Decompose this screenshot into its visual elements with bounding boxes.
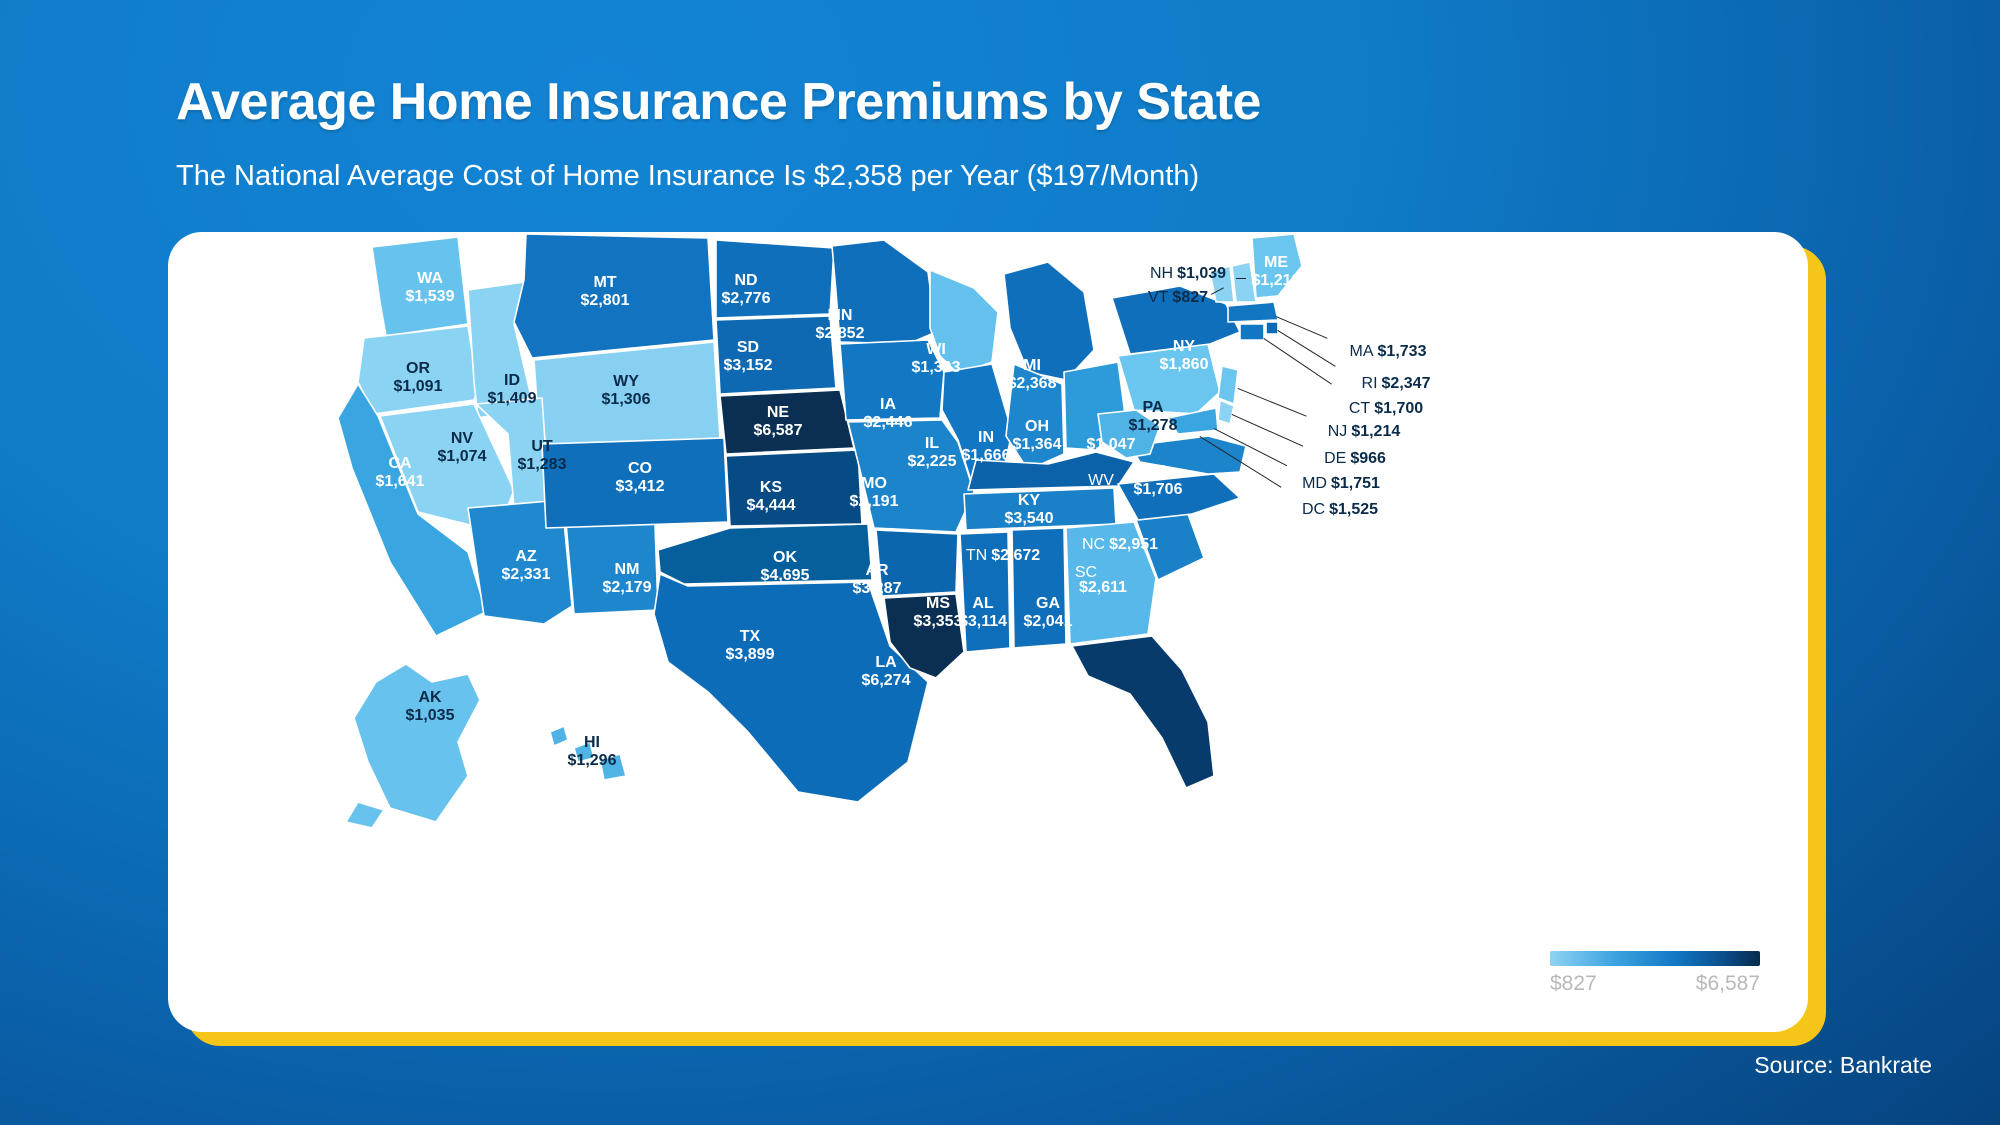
legend [1550,951,1760,996]
map-label-VA: VA $1,706 [1133,462,1183,498]
state-shape-MT[interactable] [514,234,714,358]
map-label-MO: MO $2,191 [849,474,899,510]
us-choropleth-map [168,232,1808,1032]
map-label-CA: CA $1,641 [375,454,425,490]
map-label-SD: SD $3,152 [723,338,773,374]
state-shape-ME[interactable] [1252,234,1302,298]
map-label-UT: UT $1,283 [517,437,567,473]
map-label-AK: AK $1,035 [405,688,455,724]
map-label-SC: SC [1074,563,1098,581]
state-shape-SD[interactable] [716,316,836,394]
us-map-svg [168,232,1808,1032]
state-shape-HI-2[interactable] [574,742,594,762]
state-shape-AK[interactable] [354,664,480,822]
state-shape-FL[interactable] [1072,636,1214,788]
callout-label-VT: VT $827 [1147,288,1209,306]
map-label-KY: KY $3,540 [1004,491,1054,527]
state-shape-NC[interactable] [1118,474,1240,520]
legend-min-label: $827 [1550,972,1597,995]
map-label-WV: WV [1088,471,1114,489]
map-label-SC-value: $2,611 [1078,578,1128,596]
source-attribution: Source: Bankrate [1754,1052,1932,1078]
map-label-ME: ME $1,219 [1251,253,1301,289]
map-label-WI: WI $1,303 [911,340,961,376]
state-shape-PA[interactable] [1118,344,1220,414]
state-shape-AR[interactable] [876,530,958,596]
callout-label-MD: MD $1,751 [1302,474,1380,492]
state-shape-IN[interactable] [1006,364,1064,470]
map-label-GA: GA $2,041 [1023,594,1073,630]
map-label-ID: ID $1,409 [487,371,537,407]
state-shape-OK[interactable] [658,524,872,584]
map-label-NY: NY $1,860 [1159,337,1209,373]
map-label-WY: WY $1,306 [601,372,651,408]
map-label-KS: KS $4,444 [746,478,796,514]
map-label-WA: WA $1,539 [405,269,455,305]
callout-label-DE: DE $966 [1324,449,1386,467]
legend-max-label: $6,587 [1695,972,1760,995]
state-shape-HI-3[interactable] [600,754,626,780]
legend-gradient-bar [1550,951,1760,966]
state-shape-NH[interactable] [1232,262,1256,302]
map-label-AR: AR $3,287 [852,561,902,597]
callout-label-DC: DC $1,525 [1301,500,1379,518]
map-label-FL: FL $5,838 [1075,685,1125,721]
state-shape-MI[interactable] [1004,262,1094,380]
map-label-MS: MS $3,353 [913,594,963,630]
map-label-NM: NM $2,179 [602,560,652,596]
state-shape-HI-1[interactable] [550,726,568,746]
map-label-MT: MT $2,801 [580,273,630,309]
legend-labels [1550,972,1760,996]
page-title: Average Home Insurance Premiums by State [176,73,1261,131]
map-label-TX: TX $3,899 [725,627,775,663]
state-shape-IA[interactable] [840,340,944,420]
map-label-MN: MN $2,852 [815,306,865,342]
callout-label-CT: CT $1,700 [1348,399,1424,417]
map-label-AZ: AZ $2,331 [501,547,551,583]
state-shape-VT[interactable] [1210,266,1234,302]
state-shape-OR[interactable] [358,326,478,414]
map-label-TN: TN $2,672 [965,546,1041,564]
state-shape-NJ[interactable] [1218,366,1238,404]
map-label-NV: NV $1,074 [437,429,487,465]
map-label-CO: CO $3,412 [615,459,665,495]
callout-label-RI: RI $2,347 [1361,374,1431,392]
map-label-NE: NE $6,587 [753,403,803,439]
map-label-ND: ND $2,776 [721,271,771,307]
state-shape-MO[interactable] [848,420,974,532]
state-shape-AK-aleutians[interactable] [346,802,384,828]
page-subtitle: The National Average Cost of Home Insurance Is $2,358 per Year ($197/Month) [176,160,1200,192]
map-label-IN: IN $1,666 [961,428,1011,464]
map-label-HI: HI $1,296 [567,733,617,769]
map-label-WV-value: $1,047 [1086,435,1136,453]
state-shape-WI[interactable] [930,270,998,374]
state-shape-MS[interactable] [960,532,1010,652]
state-shape-TN[interactable] [964,488,1116,530]
state-shape-GA[interactable] [1066,522,1159,644]
map-card [168,232,1808,1032]
map-label-AL: AL $3,114 [958,594,1008,630]
map-label-OK: OK $4,695 [760,548,810,584]
state-shape-ND[interactable] [716,240,834,318]
state-shape-MN[interactable] [832,240,936,344]
state-shape-WV[interactable] [1098,410,1160,458]
state-shape-WY[interactable] [534,342,720,446]
state-shape-RI[interactable] [1266,322,1278,334]
map-label-PA: PA $1,278 [1128,398,1178,434]
callout-label-NJ: NJ $1,214 [1327,422,1401,440]
state-shape-WA[interactable] [372,237,468,336]
state-shape-MA[interactable] [1228,302,1278,322]
state-shape-KS[interactable] [726,450,862,526]
map-label-IA: IA $2,446 [863,395,913,431]
map-label-NC: NC $2,951 [1081,535,1159,553]
leader-line-NH [1236,278,1246,279]
state-shape-NE[interactable] [720,390,854,454]
callout-label-NH: NH $1,039 [1149,264,1227,282]
map-label-IL: IL $2,225 [907,434,957,470]
map-label-OH: OH $1,364 [1012,417,1062,453]
map-label-LA: LA $6,274 [861,653,911,689]
state-shape-CO[interactable] [542,438,728,528]
callout-label-MA: MA $1,733 [1349,342,1427,360]
map-label-OR: OR $1,091 [393,359,443,395]
state-shape-CT[interactable] [1240,324,1264,340]
map-label-MI: MI $2,368 [1007,356,1057,392]
state-shape-AL[interactable] [1012,528,1066,648]
